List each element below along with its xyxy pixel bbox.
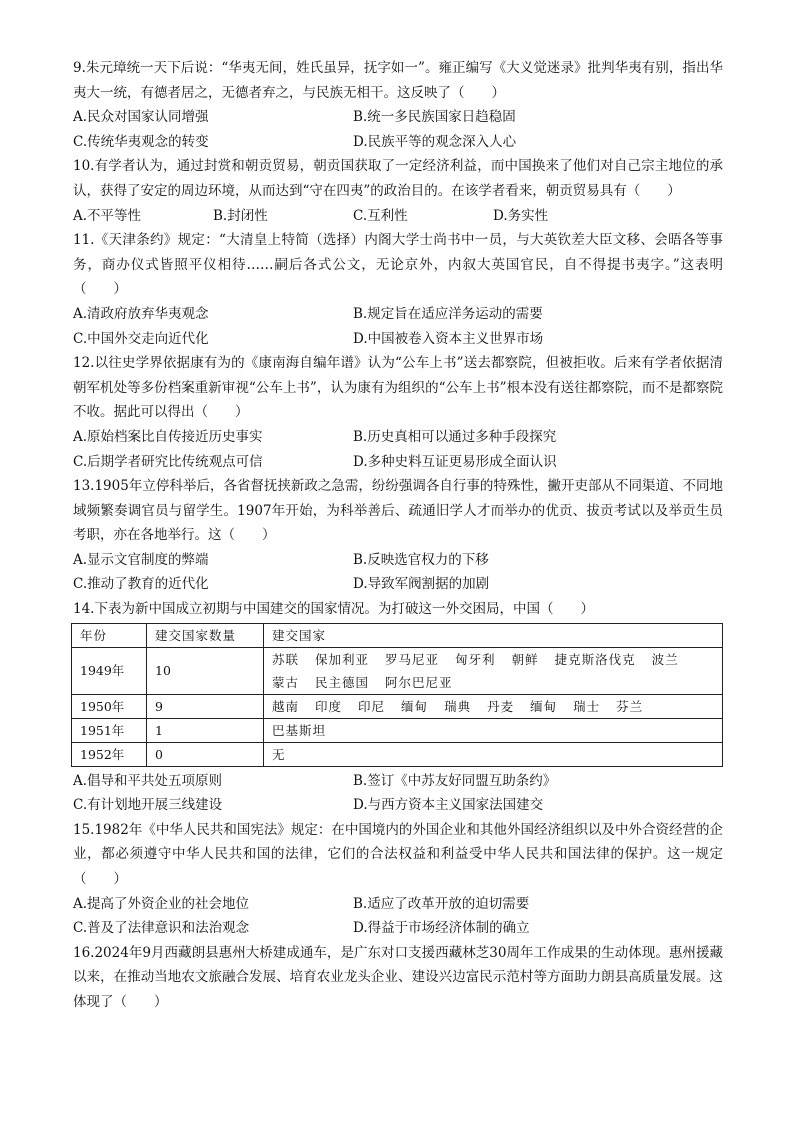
year-cell: 1951年 <box>72 718 147 742</box>
year-cell: 1950年 <box>72 694 147 718</box>
question-stem: 15.1982年《中华人民共和国宪法》规定：在中国境内的外国企业和其他外国经济组织以及中外合资经营的企业，都必须遵守中华人民共和国的法律，它们的合法权益和利益受中华人民共和国法律的保护。这一规定（ ） <box>73 821 723 888</box>
count-cell: 9 <box>147 694 264 718</box>
country-name: 民主德国 <box>315 674 370 690</box>
country-name: 无 <box>272 746 286 762</box>
answer-options <box>73 892 723 941</box>
country-name: 瑞典 <box>444 698 472 714</box>
year-cell: 1949年 <box>72 647 147 694</box>
country-name: 捷克斯洛伐克 <box>554 651 636 667</box>
answer-options <box>73 302 723 351</box>
answer-option[interactable]: B.统一多民族国家日趋稳固 <box>353 109 516 126</box>
countries-cell <box>264 694 723 718</box>
question-block <box>73 56 723 154</box>
question-stem: 14.下表为新中国成立初期与中国建交的国家情况。为打破这一外交困局，中国（ ） <box>73 601 594 618</box>
question-block <box>73 154 723 228</box>
answer-option[interactable]: A.清政府放弃华夷观念 <box>73 305 209 322</box>
question-block <box>73 941 723 1015</box>
question-stem: 11.《天津条约》规定：“大清皇上特简（选择）内阁大学士尚书中一员，与大英钦差大臣文移、会晤各等事务，商办仪式皆照平仪相待……嗣后各式公文，无论京外，内叙大英国官民，自不得提书夷字。”这表明（ ） <box>73 232 723 298</box>
country-name: 丹麦 <box>487 698 515 714</box>
answer-option[interactable]: B.反映选官权力的下移 <box>353 551 489 568</box>
count-cell: 0 <box>147 742 264 766</box>
answer-option[interactable]: A.显示文官制度的弊端 <box>73 551 209 568</box>
answer-option[interactable]: A.不平等性 <box>73 207 142 224</box>
country-name: 越南 <box>272 698 300 714</box>
answer-option[interactable]: A.提高了外资企业的社会地位 <box>73 895 250 912</box>
answer-options <box>73 548 723 597</box>
answer-option[interactable]: A.倡导和平共处五项原则 <box>73 772 223 789</box>
countries-cell <box>264 647 723 694</box>
countries-line <box>272 743 714 766</box>
countries-line <box>272 695 714 718</box>
country-name: 保加利亚 <box>315 651 370 667</box>
country-name: 印度 <box>315 698 343 714</box>
answer-option[interactable]: D.多种史料互证更易形成全面认识 <box>353 453 557 470</box>
answer-option[interactable]: C.有计划地开展三线建设 <box>73 797 223 814</box>
country-name: 缅甸 <box>530 698 558 714</box>
countries-line <box>272 719 714 742</box>
question-stem: 9.朱元璋统一天下后说：“华夷无间，姓氏虽异，抚字如一”。雍正编写《大义觉迷录》批判华夷有别，指出华夷大一统，有德者居之，无德者弃之，与民族无相干。这反映了（ ） <box>73 60 723 101</box>
country-name: 缅甸 <box>401 698 429 714</box>
count-cell: 1 <box>147 718 264 742</box>
answer-option[interactable]: C.互利性 <box>353 207 408 224</box>
table-header-row <box>72 623 723 647</box>
answer-option[interactable]: D.导致军阀割据的加剧 <box>353 576 490 593</box>
countries-cell <box>264 718 723 742</box>
answer-option[interactable]: B.规定旨在适应洋务运动的需要 <box>353 305 543 322</box>
countries-cell <box>264 742 723 766</box>
country-name: 巴基斯坦 <box>272 722 327 738</box>
country-name: 蒙古 <box>272 674 300 690</box>
answer-option[interactable]: C.传统华夷观念的转变 <box>73 133 209 150</box>
country-name: 朝鲜 <box>511 651 539 667</box>
country-name: 瑞士 <box>573 698 601 714</box>
question-block <box>73 351 723 474</box>
answer-option[interactable]: B.历史真相可以通过多种手段探究 <box>353 428 557 445</box>
exam-page <box>73 56 723 1015</box>
answer-option[interactable]: A.民众对国家认同增强 <box>73 109 209 126</box>
country-name: 印尼 <box>358 698 386 714</box>
answer-option[interactable]: C.后期学者研究比传统观点可信 <box>73 453 263 470</box>
answer-option[interactable]: C.普及了法律意识和法治观念 <box>73 920 250 937</box>
country-name: 罗马尼亚 <box>385 651 440 667</box>
country-name: 匈牙利 <box>455 651 496 667</box>
diplomatic-relations-table <box>71 623 723 767</box>
question-stem: 16.2024年9月西藏朗县惠州大桥建成通车，是广东对口支援西藏林芝30周年工作成果的生动体现。惠州援藏以来，在推动当地农文旅融合发展、培育农业龙头企业、建设兴边富民示范村等方面助力朗县高质量发展。这体现了（ ） <box>73 944 723 1010</box>
country-name: 苏联 <box>272 651 300 667</box>
table-header-cell: 年份 <box>72 623 147 647</box>
question-block <box>73 228 723 351</box>
answer-option[interactable]: A.原始档案比自传接近历史事实 <box>73 428 263 445</box>
answer-options <box>73 105 723 154</box>
answer-option[interactable]: B.封闭性 <box>213 207 268 224</box>
table-row <box>72 718 723 742</box>
answer-option[interactable]: D.务实性 <box>493 207 549 224</box>
answer-options <box>73 769 723 818</box>
answer-option[interactable]: C.中国外交走向近代化 <box>73 330 209 347</box>
answer-option[interactable]: C.推动了教育的近代化 <box>73 576 209 593</box>
country-name: 波兰 <box>651 651 679 667</box>
answer-options <box>73 204 723 229</box>
countries-line <box>272 648 714 671</box>
table-row <box>72 694 723 718</box>
answer-options <box>73 425 723 474</box>
question-block <box>73 597 723 818</box>
country-name: 阿尔巴尼亚 <box>385 674 453 690</box>
table-header-cell: 建交国家数量 <box>147 623 264 647</box>
year-cell: 1952年 <box>72 742 147 766</box>
answer-option[interactable]: B.签订《中苏友好同盟互助条约》 <box>353 772 557 789</box>
question-stem: 10.有学者认为，通过封赏和朝贡贸易，朝贡国获取了一定经济利益，而中国换来了他们对自己宗主地位的承认，获得了安定的周边环境，从而达到“守在四夷”的政治目的。在该学者看来，朝贡贸易具有（ ） <box>73 158 723 199</box>
answer-option[interactable]: B.适应了改革开放的迫切需要 <box>353 895 530 912</box>
answer-option[interactable]: D.得益于市场经济体制的确立 <box>353 920 530 937</box>
table-row <box>72 647 723 694</box>
question-block <box>73 474 723 597</box>
question-stem: 12.以往史学界依据康有为的《康南海自编年谱》认为“公车上书”送去都察院，但被拒收。后来有学者依据清朝军机处等多份档案重新审视“公车上书”，认为康有为组织的“公车上书”根本没有送往都察院，而不是都察院不收。据此可以得出（ ） <box>73 355 723 421</box>
countries-line <box>272 671 714 694</box>
count-cell: 10 <box>147 647 264 694</box>
answer-option[interactable]: D.中国被卷入资本主义世界市场 <box>353 330 544 347</box>
question-stem: 13.1905年立停科举后，各省督抚挟新政之急需，纷纷强调各自行事的特殊性，撇开吏部从不同渠道、不同地域频繁奏调官员与留学生。1907年开始，为科举善后、疏通旧学人才而举办的优贡、拔贡考试以及举贡生员考职，亦在各地举行。这（ ） <box>73 478 723 544</box>
answer-option[interactable]: D.民族平等的观念深入人心 <box>353 133 517 150</box>
question-block <box>73 818 723 941</box>
table-header-cell: 建交国家 <box>264 623 723 647</box>
country-name: 芬兰 <box>616 698 644 714</box>
table-row <box>72 742 723 766</box>
answer-option[interactable]: D.与西方资本主义国家法国建交 <box>353 797 544 814</box>
